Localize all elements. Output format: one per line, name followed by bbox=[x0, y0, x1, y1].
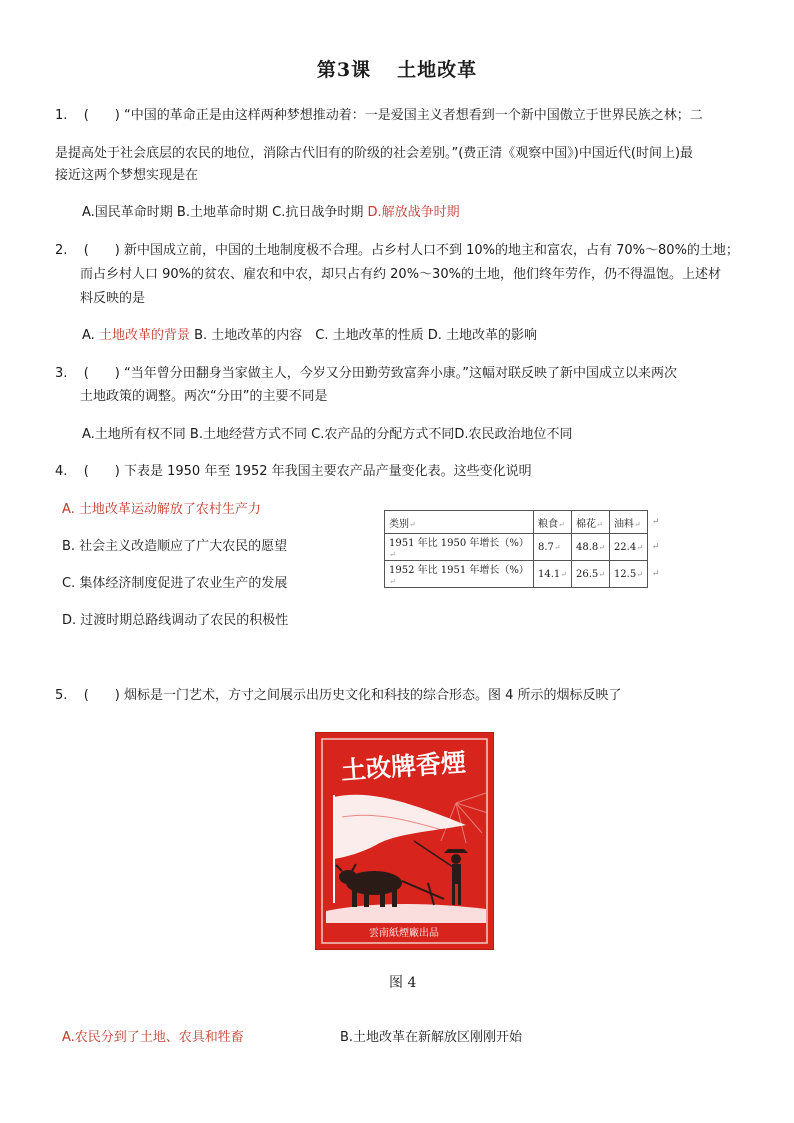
question-2-options: A. 土地改革的背景 B. 土地改革的内容 C. 土地改革的性质 D. 土地改革的影响 bbox=[82, 328, 538, 343]
lesson-number: 第3课 bbox=[316, 59, 372, 81]
cigarette-label-image bbox=[316, 733, 493, 949]
question-stem: 新中国成立前，中国的土地制度极不合理。占乡村人口不到 10%的地主和富农，占有 70%～80%的土地； bbox=[123, 243, 739, 258]
answer-bracket: ( ) bbox=[83, 464, 120, 479]
table-cell: 26.5↵ bbox=[571, 561, 609, 588]
table-row: 1952 年比 1951 年增长（%）↵ 14.1↵ 26.5↵ 12.5↵ ↵ bbox=[385, 561, 664, 588]
question-3-line-2: 土地政策的调整。两次“分田”的主要不同是 bbox=[80, 389, 328, 404]
answer-bracket: ( ) bbox=[83, 688, 120, 703]
question-2 bbox=[55, 242, 739, 260]
cigarette-label-art bbox=[316, 733, 493, 949]
table-cell: 48.8↵ bbox=[571, 534, 609, 561]
question-stem: 下表是 1950 年至 1952 年我国主要农产品产量变化表。这些变化说明 bbox=[123, 464, 532, 479]
answer-bracket: ( ) bbox=[83, 243, 120, 258]
question-3 bbox=[55, 365, 677, 383]
answer-option: D.解放战争时期 bbox=[367, 205, 460, 220]
table-cell: 1952 年比 1951 年增长（%）↵ bbox=[385, 561, 534, 588]
options-text: B. 土地改革的内容 C. 土地改革的性质 D. 土地改革的影响 bbox=[189, 328, 538, 343]
table-cell: 棉花↵ bbox=[571, 511, 609, 534]
options-text: A.国民革命时期 B.土地革命时期 C.抗日战争时期 bbox=[82, 205, 368, 220]
question-4-option-a: A. 土地改革运动解放了农村生产力 bbox=[62, 502, 261, 517]
question-4-option-d: D. 过渡时期总路线调动了农民的积极性 bbox=[62, 613, 289, 628]
table-cell: 14.1↵ bbox=[534, 561, 572, 588]
question-2-line-3: 料反映的是 bbox=[80, 291, 146, 306]
table-cell: 1951 年比 1950 年增长（%）↵ bbox=[385, 534, 534, 561]
question-5-option-b: B.土地改革在新解放区刚刚开始 bbox=[340, 1030, 523, 1045]
question-1-options bbox=[82, 204, 460, 222]
answer-option: 土地改革的背景 bbox=[98, 328, 190, 343]
question-4-option-c: C. 集体经济制度促进了农业生产的发展 bbox=[62, 576, 288, 591]
label-maker-text: 雲南紙煙廠出品 bbox=[369, 928, 439, 939]
question-number: 4. bbox=[55, 464, 68, 479]
question-1 bbox=[55, 107, 703, 125]
question-stem: “中国的革命正是由这样两种梦想推动着：一是爱国主义者想看到一个新中国傲立于世界民族之林；二 bbox=[123, 108, 703, 123]
page-title bbox=[0, 55, 794, 82]
table-cell: 类别↵ bbox=[385, 511, 534, 534]
question-number: 3. bbox=[55, 366, 68, 381]
question-4-option-b: B. 社会主义改造顺应了广大农民的愿望 bbox=[62, 539, 288, 554]
question-1-line-2: 是提高处于社会底层的农民的地位，消除古代旧有的阶级的社会差别。”(费正清《观察中国》)中国近代(时间上)最 bbox=[55, 146, 694, 161]
question-4 bbox=[55, 463, 532, 481]
question-5-option-a: A.农民分到了土地、农具和牲畜 bbox=[62, 1030, 244, 1045]
question-1-line-3: 接近这两个梦想实现是在 bbox=[55, 168, 199, 183]
table-cell: 22.4↵ bbox=[609, 534, 647, 561]
table-cell: 8.7↵ bbox=[534, 534, 572, 561]
question-number: 1. bbox=[55, 108, 68, 123]
question-5 bbox=[55, 687, 622, 705]
answer-bracket: ( ) bbox=[83, 108, 120, 123]
answer-bracket: ( ) bbox=[83, 366, 120, 381]
table-cell: 12.5↵ bbox=[609, 561, 647, 588]
question-stem: 烟标是一门艺术，方寸之间展示出历史文化和科技的综合形态。图 4 所示的烟标反映了 bbox=[123, 688, 622, 703]
question-3-options: A.土地所有权不同 B.土地经营方式不同 C.农产品的分配方式不同D.农民政治地位不同 bbox=[82, 427, 573, 442]
table-header-row: 类别↵ 粮食↵ 棉花↵ 油料↵ ↵ bbox=[385, 511, 664, 534]
lesson-topic: 土地改革 bbox=[397, 59, 478, 81]
label-brand-text: 土改牌香煙 bbox=[340, 747, 467, 786]
figure-caption: 图 4 bbox=[389, 975, 417, 991]
table-cell: 油料↵ bbox=[609, 511, 647, 534]
table-row: 1951 年比 1950 年增长（%）↵ 8.7↵ 48.8↵ 22.4↵ ↵ bbox=[385, 534, 664, 561]
question-number: 2. bbox=[55, 243, 68, 258]
question-2-line-2: 而占乡村人口 90%的贫农、雇农和中农，却只占有约 20%～30%的土地，他们终年劳作，仍不得温饱。上述材 bbox=[80, 267, 721, 282]
table-cell: 粮食↵ bbox=[534, 511, 572, 534]
production-table bbox=[384, 510, 664, 588]
question-number: 5. bbox=[55, 688, 68, 703]
question-stem: “当年曾分田翻身当家做主人，今岁又分田勤劳致富奔小康。”这幅对联反映了新中国成立以来两次 bbox=[123, 366, 677, 381]
